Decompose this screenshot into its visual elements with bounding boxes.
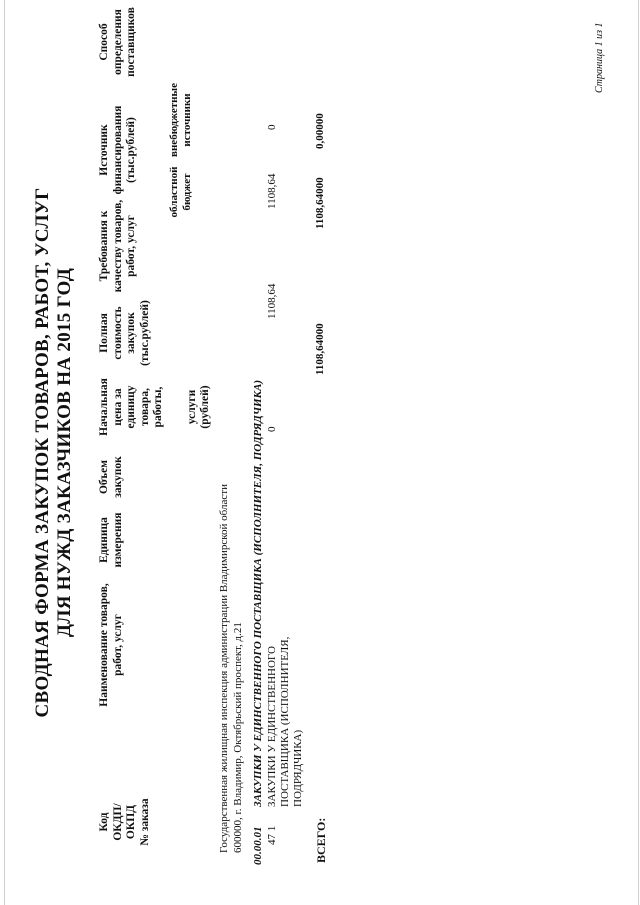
totals-total-cost: 1108,64000 xyxy=(314,323,326,375)
customer-name: Государственная жилищная инспекция администрации Владимирской области xyxy=(218,484,230,853)
column-header-volume: Объем закупок xyxy=(98,456,124,498)
row-total-cost: 1108,64 xyxy=(266,283,278,319)
section-title: ЗАКУПКИ У ЕДИНСТВЕННОГО ПОСТАВЩИКА (ИСПОЛНИТЕЛЯ, ПОДРЯДЧИКА) xyxy=(252,379,264,807)
column-header-code: Код ОКДП/ ОКПД № заказа xyxy=(98,798,151,846)
document-title-line-2: ДЛЯ НУЖД ЗАКАЗЧИКОВ НА 2015 ГОД xyxy=(54,267,75,638)
row-code: 47 1 xyxy=(266,825,278,845)
row-unit-price: 0 xyxy=(266,426,278,432)
column-header-name: Наименование товаров, работ, услуг xyxy=(98,583,124,707)
section-code: 00.00.01 xyxy=(252,826,264,865)
totals-funding-offbudget: 0,00000 xyxy=(314,113,326,149)
column-header-total-cost: Полная стоимость закупок (тыс.рублей) xyxy=(98,300,151,366)
row-funding-regional: 1108,64 xyxy=(266,173,278,209)
column-header-unit: Единица измерения xyxy=(98,512,124,568)
customer-address: 600000, г. Владимир, Октябрьский проспект, д.21 xyxy=(232,622,244,853)
document-title-line-1: СВОДНАЯ ФОРМА ЗАКУПОК ТОВАРОВ, РАБОТ, УСЛУГ xyxy=(32,187,53,718)
scan-edge-line xyxy=(4,0,5,905)
column-header-quality: Требования к качеству товаров, работ, услуг xyxy=(98,199,138,293)
column-header-funding: Источник финансирования (тыс.рублей) xyxy=(98,105,138,195)
totals-funding-regional: 1108,64000 xyxy=(314,177,326,229)
column-header-method: Способ определения поставщиков xyxy=(98,7,138,77)
column-header-funding-regional: областной бюджет xyxy=(168,166,193,218)
page-number: Страница 1 из 1 xyxy=(594,22,605,93)
column-header-funding-offbudget: внебюджетные источники xyxy=(168,83,193,157)
totals-label: ВСЕГО: xyxy=(314,817,328,863)
scan-edge-line xyxy=(638,0,639,905)
column-header-unit-price: Начальная цена за единицу товара, работы, услуги (рублей) xyxy=(98,378,212,436)
row-name: ЗАКУПКИ У ЕДИНСТВЕННОГО ПОСТАВЩИКА (ИСПОЛНИТЕЛЯ, ПОДРЯДЧИКА) xyxy=(266,636,304,807)
row-funding-offbudget: 0 xyxy=(266,124,278,130)
